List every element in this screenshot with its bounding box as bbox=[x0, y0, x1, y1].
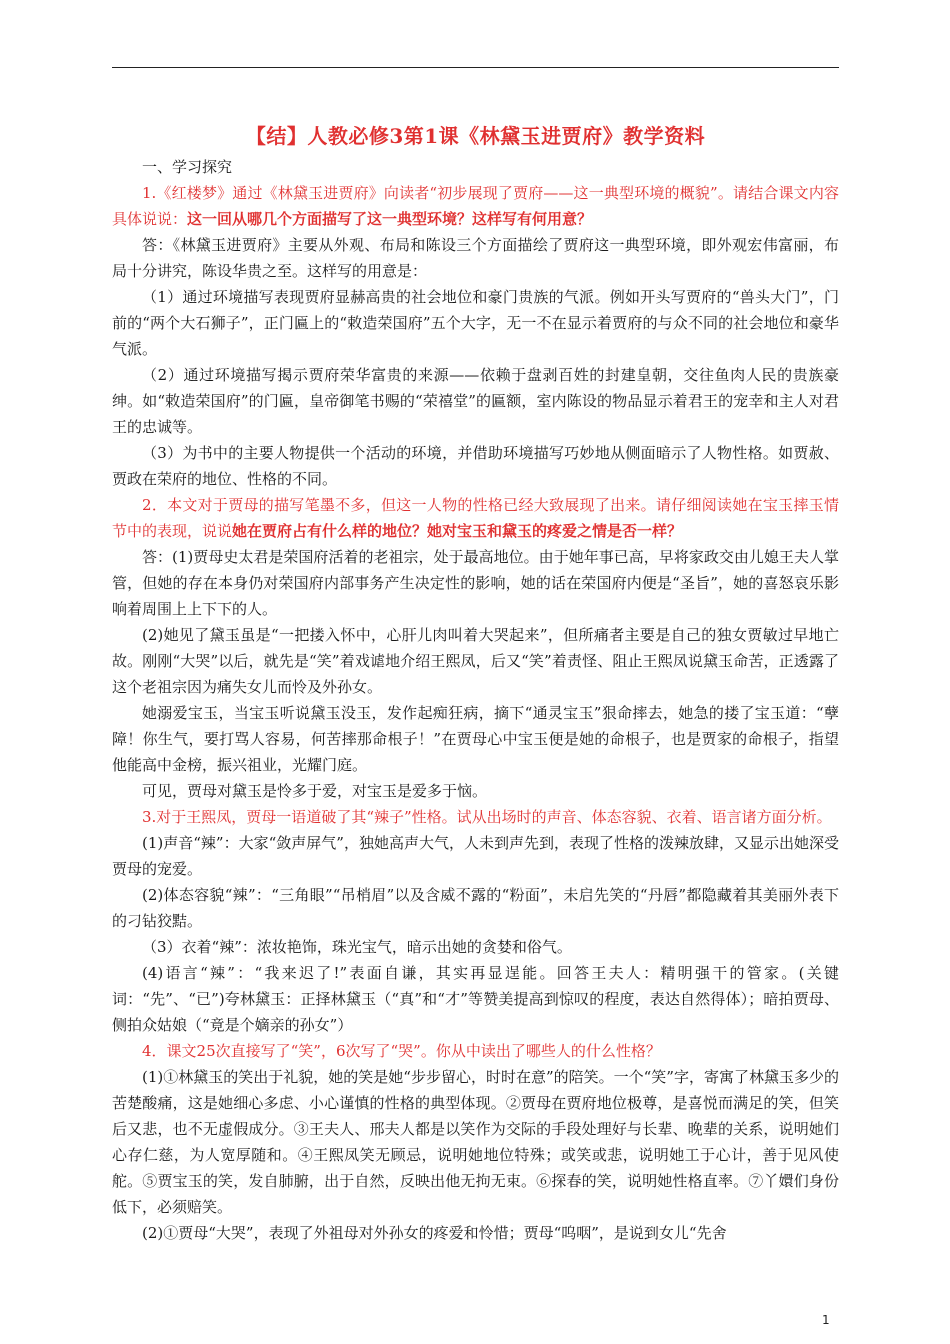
page-number: 1 bbox=[822, 1313, 830, 1327]
answer-paragraph: 她溺爱宝玉，当宝玉听说黛玉没玉，发作起痴狂病，摘下“通灵宝玉”狠命摔去，她急的搂了宝玉道：“孽障！你生气，要打骂人容易，何苦摔那命根子！”在贾母心中宝玉便是她的命根子，也是贾家的命根子，指望他能高中金榜，振兴祖业，光耀门庭。 bbox=[112, 704, 839, 774]
question-text: 1.《红楼梦》通过《林黛玉进贾府》向读者“初步展现了贾府——这一典型环境的概貌”。请结合课文内容具体说说： bbox=[112, 184, 839, 228]
answer-paragraph: (2)体态容貌“辣”：“三角眼”“吊梢眉”以及含威不露的“粉面”，未启先笑的“丹唇”都隐藏着其美丽外表下的刁钻狡黠。 bbox=[112, 886, 839, 930]
answer-paragraph: (2)①贾母“大哭”，表现了外祖母对外孙女的疼爱和怜惜；贾母“呜咽”，是说到女儿“先舍 bbox=[142, 1224, 727, 1242]
answer-paragraph: （3）衣着“辣”：浓妆艳饰，珠光宝气，暗示出她的贪婪和俗气。 bbox=[142, 938, 572, 956]
question-4: 4．课文25次直接写了“笑”，6次写了“哭”。你从中读出了哪些人的什么性格？ bbox=[142, 1042, 661, 1060]
answer-paragraph: 答：《林黛玉进贾府》主要从外观、布局和陈设三个方面描绘了贾府这一典型环境，即外观宏伟富丽，布局十分讲究，陈设华贵之至。这样写的用意是： bbox=[112, 236, 839, 280]
question-emphasis: 这一回从哪几个方面描写了这一典型环境？这样写有何用意？ bbox=[187, 210, 593, 228]
question-emphasis: 她在贾府占有什么样的地位？她对宝玉和黛玉的疼爱之情是否一样？ bbox=[232, 522, 683, 540]
question-text: 2．本文对于贾母的描写笔墨不多，但这一人物的性格已经大致展现了出来。请仔细阅读她在宝玉摔玉情节中的表现，说说 bbox=[112, 496, 839, 540]
answer-paragraph: (4)语言“辣”：“我来迟了!”表面自谦，其实再显逞能。回答王夫人：精明强干的管家。(关键词：“先”、“已”)夸林黛玉：正择林黛玉（“真”和“才”等赞美提高到惊叹的程度，表达自然得体）；暗拍贾母、侧拍众姑娘（“竟是个嫡亲的孙女”） bbox=[112, 964, 839, 1034]
answer-paragraph: (1)①林黛玉的笑出于礼貌，她的笑是她“步步留心，时时在意”的陪笑。一个“笑”字，寄寓了林黛玉多少的苦楚酸痛，这是她细心多虑、小心谨慎的性格的典型体现。②贾母在贾府地位极尊，是喜悦而满足的笑，但笑后又悲，也不无虚假成分。③王夫人、邢夫人都是以笑作为交际的手段处理好与长辈、晚辈的关系，说明她们心存仁慈，为人宽厚随和。④王熙凤笑无顾忌，说明她地位特殊；或笑或悲，说明她工于心计，善于见风使舵。⑤贾宝玉的笑，发自肺腑，出于自然，反映出他无拘无束。⑥探春的笑，说明她性格直率。⑦丫嬛们身份低下，必须赔笑。 bbox=[112, 1068, 839, 1216]
header-rule bbox=[112, 67, 839, 68]
answer-paragraph: （3）为书中的主要人物提供一个活动的环境，并借助环境描写巧妙地从侧面暗示了人物性格。如贾赦、贾政在荣府的地位、性格的不同。 bbox=[112, 444, 839, 488]
document-body bbox=[112, 120, 839, 1246]
answer-paragraph: （1）通过环境描写表现贾府显赫高贵的社会地位和豪门贵族的气派。例如开头写贾府的“兽头大门”，门前的“两个大石狮子”，正门匾上的“敕造荣国府”五个大字，无一不在显示着贾府的与众不同的社会地位和豪华气派。 bbox=[112, 288, 839, 358]
answer-paragraph: （2）通过环境描写揭示贾府荣华富贵的来源——依赖于盘剥百姓的封建皇朝，交往鱼肉人民的贵族豪绅。如“敕造荣国府”的门匾，皇帝御笔书赐的“荣禧堂”的匾额，室内陈设的物品显示着君王的宠幸和主人对君王的忠诚等。 bbox=[112, 366, 839, 436]
answer-paragraph: (1)声音“辣”：大家“敛声屏气”，独她高声大气，人未到声先到，表现了性格的泼辣放肆，又显示出她深受贾母的宠爱。 bbox=[112, 834, 839, 878]
question-1 bbox=[112, 180, 839, 232]
answer-paragraph: 可见，贾母对黛玉是怜多于爱，对宝玉是爱多于恼。 bbox=[142, 782, 488, 800]
question-2 bbox=[112, 492, 839, 544]
document-title: 【结】人教必修3第1课《林黛玉进贾府》教学资料 bbox=[245, 124, 706, 148]
answer-paragraph: (2)她见了黛玉虽是“一把搂入怀中，心肝儿肉叫着大哭起来”，但所痛者主要是自己的独女贾敏过早地亡故。刚刚“大哭”以后，就先是“笑”着戏谑地介绍王熙凤，后又“笑”着责怪、阻止王熙凤说黛玉命苦，正透露了这个老祖宗因为痛失女儿而怜及外孙女。 bbox=[112, 626, 839, 696]
section-heading: 一、学习探究 bbox=[142, 158, 233, 176]
question-3: 3.对于王熙凤，贾母一语道破了其“辣子”性格。试从出场时的声音、体态容貌、衣着、语言诸方面分析。 bbox=[142, 808, 832, 826]
answer-paragraph: 答：(1)贾母史太君是荣国府活着的老祖宗，处于最高地位。由于她年事已高，早将家政交由儿媳王夫人掌管，但她的存在本身仍对荣国府内部事务产生决定性的影响，她的话在荣国府内便是“圣旨”，她的喜怒哀乐影响着周围上上下下的人。 bbox=[112, 548, 839, 618]
